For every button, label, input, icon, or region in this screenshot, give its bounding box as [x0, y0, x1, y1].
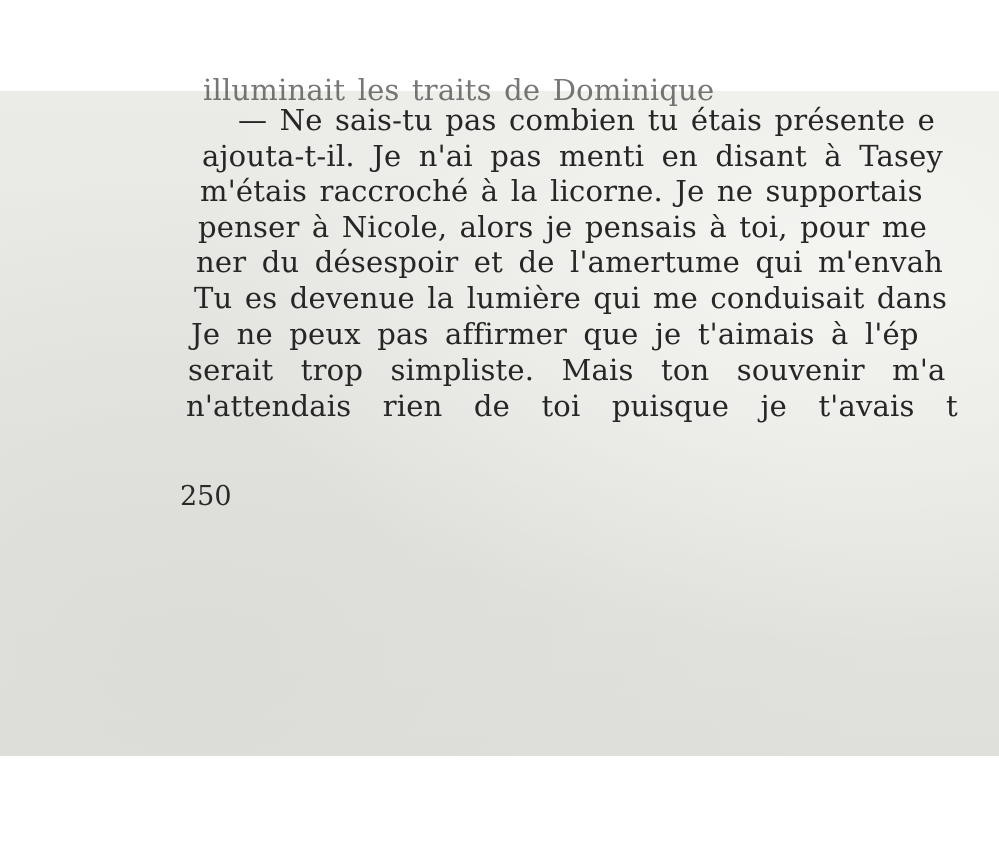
- text-line-9: n'attendais rien de toi puisque je t'avais t: [186, 389, 958, 423]
- cut-off-text-line: illuminait les traits de Dominique: [203, 73, 715, 107]
- text-line-2: ajouta-t-il. Je n'ai pas menti en disant à Tasey: [202, 139, 944, 173]
- text-line-8: serait trop simpliste. Mais ton souvenir m'a: [188, 353, 946, 387]
- text-line-5: ner du désespoir et de l'amertume qui m'envah: [196, 245, 944, 279]
- text-line-6: Tu es devenue la lumière qui me conduisait dans: [194, 281, 948, 315]
- text-line-7: Je ne peux pas affirmer que je t'aimais à l'ép: [191, 317, 919, 351]
- book-page-photo: [0, 73, 999, 756]
- text-line-3: m'étais raccroché à la licorne. Je ne supportais: [200, 174, 923, 208]
- text-line-1: — Ne sais-tu pas combien tu étais présente e: [238, 103, 936, 137]
- page-number: 250: [180, 481, 232, 512]
- text-line-4: penser à Nicole, alors je pensais à toi, pour me: [198, 210, 927, 244]
